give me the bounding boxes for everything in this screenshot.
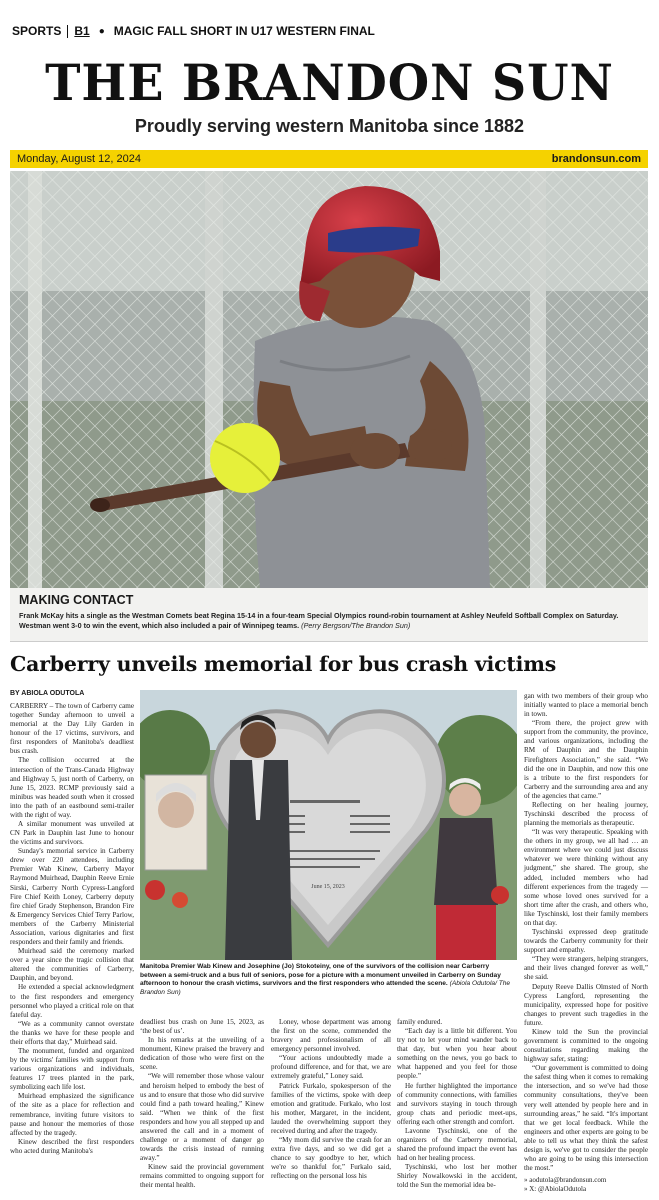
paragraph: “We as a community cannot overstate the thanks we have for these people and their efforts that day,” Muirhead said. (10, 1019, 134, 1046)
article-column-1 (10, 702, 134, 1156)
paragraph: “We will remember those whose valour and heroism helped to embody the best of us and to ensure that those who did survive could find a path toward healing,” Kinew said. “When we think of the first responders and how you all stepped up and answered the call and in a moment of challenge or a moment of danger go towards the crisis instead of running away.” (140, 1072, 264, 1163)
caption-text (19, 611, 639, 630)
paragraph: Tyschinski expressed deep gratitude towards the Carberry community for their support and empathy. (524, 928, 648, 955)
author-email-link[interactable]: » aodutola@brandonsun.com (524, 1176, 607, 1185)
paragraph: Patrick Furkalo, spokesperson of the families of the victims, spoke with deep emotion and gratitude. Furkalo, who lost his mother, Margaret, in the incident, lauded the overwhelming support they received during and after the tragedy. (271, 1081, 391, 1135)
paragraph: Lavonne Tyschinski, one of the organizers of the Carberry memorial, shared the profound impact the event has had on her healing process. (397, 1126, 517, 1163)
paragraph: He extended a special acknowledgment to the first responders and emergency personnel who played a critical role on that fateful day. (10, 983, 134, 1019)
paragraph: The collision occurred at the intersection of the Trans-Canada Highway and Highway 5, just north of Carberry, on June 15, 2023. RCMP previously said a minibus was headed south when it crossed into the path of an eastbound semi-trailer with the right of way. (10, 756, 134, 819)
paragraph: Loney, whose department was among the first on the scene, commended the bravery and professionalism of all emergency personnel involved. (271, 1018, 391, 1054)
newspaper-title: THE BRANDON SUN (45, 53, 614, 112)
photo-credit: (Abiola Odutola/ The Brandon Sun) (140, 980, 511, 996)
paragraph: Tyschinski, who lost her mother Shirley Nowalkowski in the accident, told the Sun the memorial idea be- (397, 1163, 517, 1190)
paragraph: Kinew said the provincial government remains committed to ongoing support for their mental health. (140, 1163, 264, 1190)
paragraph: “It was very therapeutic. Speaking with the others in my group, we all had … an environment where we could just discuss whatever we were thinking without any judgment,” she shared. The group, she added, included members who had different experiences from the tragedy — some whose loved ones survived for a short time after the crash, and others who, like Tyschinski, lost their family members on that day. (524, 828, 648, 927)
paragraph: Muirhead emphasized the significance of the site as a place for reflection and remembrance, inviting future visitors to pause and honour the memories of those affected by the tragedy. (10, 1092, 134, 1137)
author-x-handle-link[interactable]: » X: @AbiolaOdutola (524, 1185, 587, 1194)
paragraph: He further highlighted the importance of community connections, with families and survivors staying in touch through group chats and periodic meet-ups, offering each other strength and comfort. (397, 1081, 517, 1126)
paragraph: family endured. (397, 1018, 443, 1026)
paragraph: Sunday's memorial service in Carberry drew over 220 attendees, including Premier Wab Kinew, Carberry Mayor Raymond Muirhead, Dauphin Reeve Ernie Sirski, Carberry North Cypress-Langford Fire Chief Keith Loney, Carberry deputy fire chief Grady Stephenson, Brandon Fire & Emergency Services Chief Terry Parlow, members of the Carberry Ministerial Association, various dignitaries and first responders and their family and friends. (10, 847, 134, 947)
paragraph: “Each day is a little bit different. You try not to let your mind wander back to that day, but when you hear about something on the news, you go back to what happened and you feel for those people.” (397, 1027, 517, 1081)
paragraph: “My mom did survive the crash for an extra five days, and so we did get a chance to say goodbye to her, which we're so thankful for,” Furkalo said, reflecting on the personal loss his (271, 1136, 391, 1181)
paragraph: Kinew described the first responders who acted during Manitoba's (10, 1137, 134, 1155)
main-photo (10, 171, 648, 588)
issue-date: Monday, August 12, 2024 (17, 153, 141, 165)
masthead (0, 53, 659, 137)
caption-heading: MAKING CONTACT (19, 593, 134, 607)
article-column-3 (271, 1018, 391, 1181)
paragraph: deadliest bus crash on June 15, 2023, as ‘the best of us’. (140, 1018, 264, 1036)
date-bar (10, 150, 648, 168)
photo-caption-box (10, 588, 648, 642)
section-label: SPORTS (12, 24, 62, 38)
section-strip (12, 22, 648, 40)
paragraph: Reflecting on her healing journey, Tyschinski described the process of planning the memorials as therapeutic. (524, 800, 648, 828)
caption-body: Frank McKay hits a single as the Westman Comets beat Regina 15-14 in a four-team Special Olympics round-robin tournament at Ashley Neufeld Softball Complex on Saturday. Westman went 3-0 to win the event, which also included a pair of Winnipeg teams. (19, 611, 619, 630)
divider (67, 25, 68, 38)
article-column-5 (524, 692, 648, 1194)
page-number: B1 (74, 24, 90, 38)
paragraph: “Our government is committed to doing the safest thing when it comes to remaking the intersection, and so we've had those community consultations, they've been very well attended by people here and in surrounding areas,” he said. “It's important that we get local feedback. While the engineers and other experts are going to be able to tell us what they think the safest design is, we've got to consider the people who are going to be using this intersection the most.” (524, 1064, 648, 1173)
article-column-2 (140, 1018, 264, 1190)
paragraph: “From there, the project grew with support from the community, the province, and various organizations, including the RM of Dauphin and the Dauphin Firefighters Association,” she said. “We did the one in Dauphin, and now this one is a tribute to the first responders for Carberry and the surrounding area and any of the agencies that came.” (524, 719, 648, 800)
caption-body: Manitoba Premier Wab Kinew and Josephine (Jo) Stokoteiny, one of the survivors of the collision near Carberry between a semi-truck and a bus full of seniors, pose for a picture with a monument unveiled in Carberry on Sunday afternoon to honour the crash victims, survivors and the first responders who attended the scene. (140, 963, 501, 988)
author-contact (524, 1176, 648, 1194)
photo-credit: (Perry Bergson/The Brandon Sun) (301, 620, 411, 630)
paragraph: CARBERRY – The town of Carberry came together Sunday afternoon to unveil a memorial at the Day Lily Garden in honour of the 17 victims, survivors, and first responders of Manitoba's deadliest bus crash. (10, 702, 134, 756)
paragraph: Kinew told the Sun the provincial government is committed to the ongoing consultations regarding making the highway safer, stating: (524, 1027, 648, 1064)
memorial-photo (140, 690, 517, 960)
paragraph: “Your actions undoubtedly made a profound difference, and for that, we are extremely grateful,” Loney said. (271, 1054, 391, 1081)
paragraph: Deputy Reeve Dallis Olmsted of North Cypress Langford, representing the municipality, expressed hope for positive changes to prevent such tragedies in the future. (524, 982, 648, 1027)
article-column-4 (397, 1018, 517, 1190)
paragraph: The monument, funded and organized by the victims' families with support from various organizations and individuals, features 17 trees planted in the park, symbolizing each life lost. (10, 1046, 134, 1092)
teaser-headline: MAGIC FALL SHORT IN U17 WESTERN FINAL (113, 24, 375, 38)
paragraph: In his remarks at the unveiling of a monument, Kinew praised the bravery and dedication of those who were first on the scene. (140, 1036, 264, 1072)
article-headline: Carberry unveils memorial for bus crash victims (10, 652, 557, 676)
website-link[interactable]: brandonsun.com (551, 153, 641, 165)
bullet-icon: ● (98, 25, 105, 37)
memorial-photo-caption (140, 963, 517, 997)
paragraph: Muirhead said the ceremony marked over a year since the tragic collision that altered the communities of Carberry, Dauphin, and beyond. (10, 947, 134, 983)
paragraph: gan with two members of their group who initially wanted to place a memorial bench in town. (524, 692, 648, 719)
paragraph: “They were strangers, helping strangers, and their lives changed forever as well,” she said. (524, 955, 648, 982)
byline: BY ABIOLA ODUTOLA (10, 690, 85, 697)
tagline: Proudly serving western Manitoba since 1882 (134, 116, 525, 136)
paragraph: A similar monument was unveiled at CN Park in Dauphin last June to honour the victims and survivors. (10, 820, 134, 847)
monument-date: June 15, 2023 (311, 884, 345, 890)
